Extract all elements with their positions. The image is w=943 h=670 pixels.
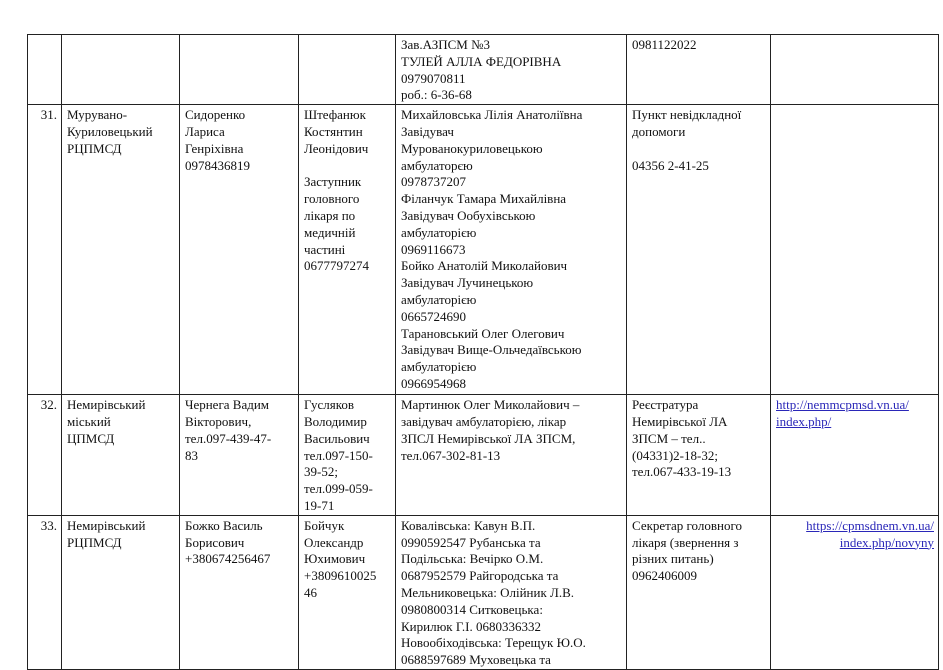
registry-table bbox=[27, 34, 939, 670]
website-link[interactable]: https://cpmsdnem.vn.ua/ bbox=[806, 517, 934, 533]
table-row bbox=[28, 395, 939, 516]
contact: 0981122022 bbox=[627, 35, 771, 105]
website-link[interactable]: index.php/novyny bbox=[839, 534, 934, 550]
contact: Реєстратура Немирівської ЛА ЗПСМ – тел.. (04331)2-18-32; тел.067-433-19-13 bbox=[627, 395, 771, 516]
org-name: Немирівський міський ЦПМСД bbox=[62, 395, 180, 516]
website bbox=[771, 35, 939, 105]
contact: Секретар головного лікаря (звернення з різних питань) 0962406009 bbox=[627, 515, 771, 669]
website-link[interactable]: index.php/ bbox=[776, 413, 832, 429]
outpatient-units: Ковалівська: Кавун В.П. 0990592547 Рубанська та Подільська: Вечірко О.М. 0687952579 Райгородська та Мельниковецька: Олійник Л.В. 0980800314 Ситковецька: Кирилюк Г.І. 0680336332 Новообіходівська: Терещук Ю.О. 0688597689 Муховецька та bbox=[396, 515, 627, 669]
outpatient-units: Зав.АЗПСМ №3 ТУЛЕЙ АЛЛА ФЕДОРІВНА 0979070811 роб.: 6-36-68 bbox=[396, 35, 627, 105]
deputy: Гусляков Володимир Васильович тел.097-150- 39-52; тел.099-059- 19-71 bbox=[299, 395, 396, 516]
org-name: Немирівський РЦПМСД bbox=[62, 515, 180, 669]
contact: Пункт невідкладної допомоги 04356 2-41-25 bbox=[627, 105, 771, 395]
website bbox=[771, 105, 939, 395]
table-row bbox=[28, 105, 939, 395]
row-number bbox=[28, 35, 62, 105]
row-number: 33. bbox=[28, 515, 62, 669]
table-row bbox=[28, 35, 939, 105]
head-doctor: Божко Василь Борисович +380674256467 bbox=[180, 515, 299, 669]
org-name: Мурувано- Куриловецький РЦПМСД bbox=[62, 105, 180, 395]
deputy: Бойчук Олександр Юхимович +3809610025 46 bbox=[299, 515, 396, 669]
head-doctor: Чернега Вадим Вікторович, тел.097-439-47- 83 bbox=[180, 395, 299, 516]
outpatient-units: Михайловська Лілія Анатоліївна Завідувач Мурованокуриловецькою амбулаторєю 0978737207 Філанчук Тамара Михайлівна Завідувач Ообухівською амбулаторією 0969116673 Бойко Анатолій Миколайович Завідувач Лучинецькою амбулаторією 0665724690 Тарановський Олег Олегович Завідувач Вище-Ольчедаївською амбулаторією 0966954968 bbox=[396, 105, 627, 395]
row-number: 32. bbox=[28, 395, 62, 516]
head-doctor: Сидоренко Лариса Генріхівна 0978436819 bbox=[180, 105, 299, 395]
website bbox=[771, 395, 939, 516]
row-number: 31. bbox=[28, 105, 62, 395]
deputy: Штефанюк Костянтин Леонідович Заступник головного лікаря по медичній частині 0677797274 bbox=[299, 105, 396, 395]
head-doctor bbox=[180, 35, 299, 105]
deputy bbox=[299, 35, 396, 105]
org-name bbox=[62, 35, 180, 105]
website-link[interactable]: http://nemmcpmsd.vn.ua/ bbox=[776, 397, 909, 413]
outpatient-units: Мартинюк Олег Миколайович – завідувач амбулаторією, лікар ЗПСЛ Немирівської ЛА ЗПСМ, тел.067-302-81-13 bbox=[396, 395, 627, 516]
website bbox=[771, 515, 939, 669]
table-row bbox=[28, 515, 939, 669]
